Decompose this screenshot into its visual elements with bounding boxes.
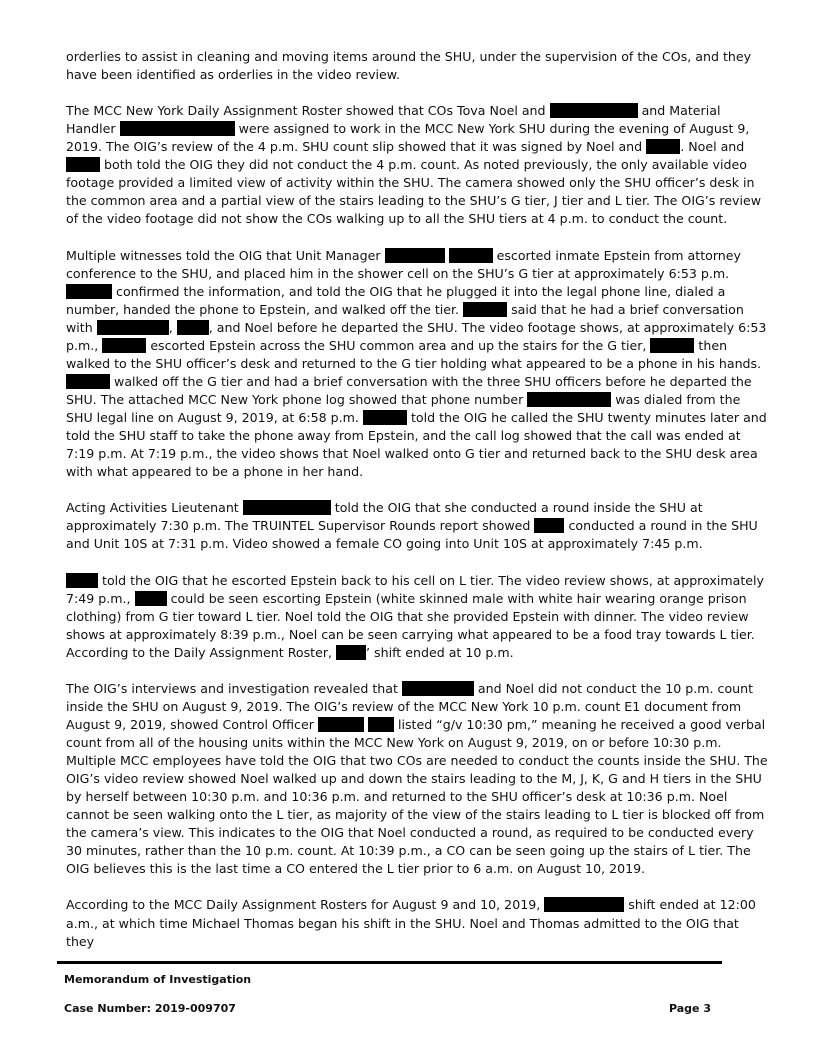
redaction-block <box>66 284 112 299</box>
redaction-block <box>527 392 611 407</box>
redaction-block <box>385 248 445 263</box>
redaction-block <box>66 573 98 588</box>
footer-page-number: Page 3 <box>668 1002 711 1015</box>
redaction-block <box>336 645 366 660</box>
redaction-block <box>97 320 169 335</box>
footer-title: Memorandum of Investigation <box>64 973 252 986</box>
redaction-block <box>102 338 146 353</box>
redaction-block <box>177 320 209 335</box>
redaction-block <box>368 717 394 732</box>
redaction-block <box>66 157 100 172</box>
redaction-block <box>544 897 624 912</box>
footer-divider <box>57 961 722 964</box>
redaction-block <box>135 591 167 606</box>
redaction-block <box>550 103 638 118</box>
redaction-block <box>402 681 474 696</box>
redaction-block <box>318 717 364 732</box>
paragraph-escort-l-tier: told the OIG that he escorted Epstein back to his cell on L tier. The video review shows, at approximately 7:49 p.m., could be seen escorting Epstein (white skinned male with white hair wearing orange prison clothing) from G tier toward L tier. Noel told the OIG that she provided Epstein with dinner. The video review shows at approximately 8:39 p.m., Noel can be seen carrying what appeared to be a food tray towards L tier. According to the Daily Assignment Roster, ’ shift ended at 10 p.m. <box>66 572 764 660</box>
redaction-block <box>243 500 331 515</box>
redaction-block <box>66 374 110 389</box>
redaction-block <box>120 121 235 136</box>
redaction-block <box>534 518 564 533</box>
redaction-block <box>363 410 407 425</box>
paragraph-10pm-count: The OIG’s interviews and investigation revealed that and Noel did not conduct the 10 p.m. count inside the SHU on August 9, 2019. The OIG’s review of the MCC New York 10 p.m. count E1 document from August 9, 2019, showed Control Officer listed “g/v 10:30 pm,” meaning he received a good verbal count from all of the housing units within the MCC New York on August 9, 2019, on or before 10:30 p.m. Multiple MCC employees have told the OIG that two COs are needed to conduct the counts inside the SHU. The OIG’s video review showed Noel walked up and down the stairs leading to the M, J, K, G and H tiers in the SHU by herself between 10:30 p.m. and 10:36 p.m. and returned to the SHU officer’s desk at 10:36 p.m. Noel cannot be seen walking onto the L tier, as majority of the view of the stairs leading to L tier is blocked off from the camera’s view. This indicates to the OIG that Noel conducted a round, as required to be conducted every 30 minutes, rather than the 10 p.m. count. At 10:39 p.m., a CO can be seen going up the stairs of L tier. The OIG believes this is the last time a CO entered the L tier prior to 6 a.m. on August 10, 2019. <box>66 680 768 877</box>
paragraph-daily-roster: The MCC New York Daily Assignment Roster showed that COs Tova Noel and and Material Handler were assigned to work in the MCC New York SHU during the evening of August 9, 2019. The OIG’s review of the 4 p.m. SHU count slip showed that it was signed by Noel and . Noel and both told the OIG they did not conduct the 4 p.m. count. As noted previously, the only available video footage provided a limited view of activity within the SHU. The camera showed only the SHU officer’s desk in the common area and a partial view of the stairs leading to the SHU’s G tier, J tier and L tier. The OIG’s review of the video footage did not show the COs walking up to all the SHU tiers at 4 p.m. to conduct the count. <box>66 103 762 227</box>
paragraph-shift-ended: According to the MCC Daily Assignment Rosters for August 9 and 10, 2019, shift ended at 12:00 a.m., at which time Michael Thomas began his shift in the SHU. Noel and Thomas admitted to the OIG that they <box>66 897 756 949</box>
paragraph-activities-lieutenant: Acting Activities Lieutenant told the OIG that she conducted a round inside the SHU at approximately 7:30 p.m. The TRUINTEL Supervisor Rounds report showed conducted a round in the SHU and Unit 10S at 7:31 p.m. Video showed a female CO going into Unit 10S at approximately 7:45 p.m. <box>66 500 758 552</box>
paragraph-orderlies: orderlies to assist in cleaning and moving items around the SHU, under the supervision of the COs, and they have been identified as orderlies in the video review. <box>66 49 752 83</box>
paragraph-epstein-escort: Multiple witnesses told the OIG that Unit Manager escorted inmate Epstein from attorney conference to the SHU, and placed him in the shower cell on the SHU’s G tier at approximately 6:53 p.m. confirmed the information, and told the OIG that he plugged it into the legal phone line, dialed a number, handed the phone to Epstein, and walked off the tier. said that he had a brief conversation with , , and Noel before he departed the SHU. The video footage shows, at approximately 6:53 p.m., escorted Epstein across the SHU common area and up the stairs for the G tier, then walked to the SHU officer’s desk and returned to the G tier holding what appeared to be a phone in his hands. walked off the G tier and had a brief conversation with the three SHU officers before he departed the SHU. The attached MCC New York phone log showed that phone number was dialed from the SHU legal line on August 9, 2019, at 6:58 p.m. told the OIG he called the SHU twenty minutes later and told the SHU staff to take the phone away from Epstein, and the call log showed that the call was ended at 7:19 p.m. At 7:19 p.m., the video shows that Noel walked onto G tier and returned back to the SHU desk area with what appeared to be a phone in her hand. <box>66 247 767 480</box>
redaction-block <box>463 302 507 317</box>
redaction-block <box>646 139 680 154</box>
memo-body <box>66 48 770 969</box>
footer-case-number: Case Number: 2019-009707 <box>64 1002 236 1015</box>
redaction-block <box>650 338 694 353</box>
redaction-block <box>449 248 493 263</box>
